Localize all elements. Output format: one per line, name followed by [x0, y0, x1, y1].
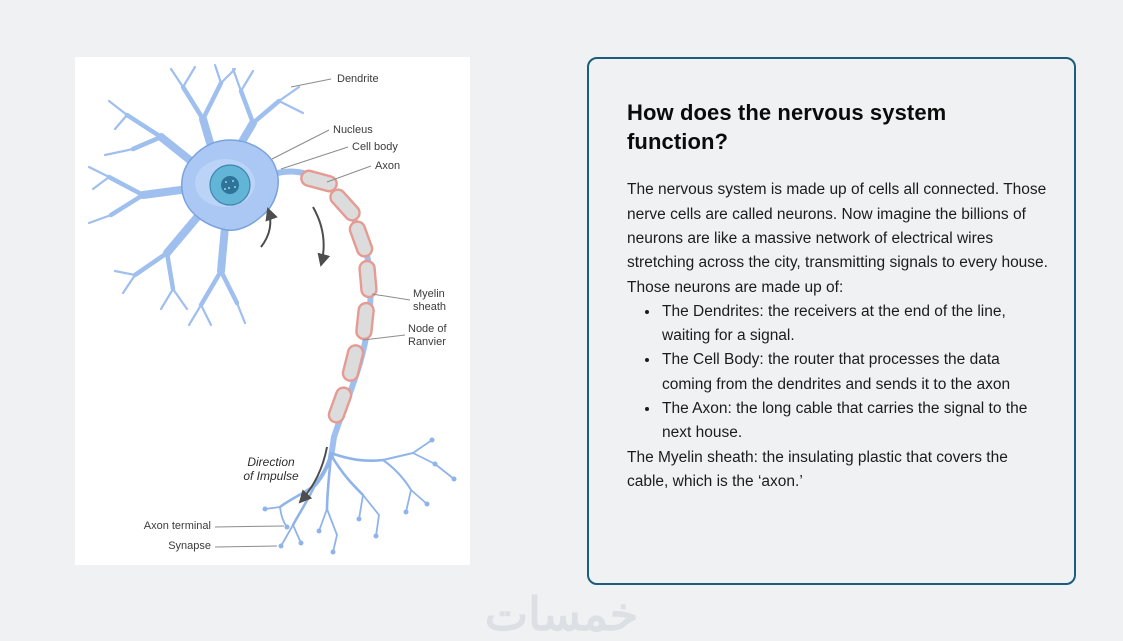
- list-item-cell-body: • The Cell Body: the router that processes the data coming from the dendrites and sends it to the axon: [660, 348, 1050, 397]
- card-outro-paragraph: The Myelin sheath: the insulating plastic that covers the cable, which is the ‘axon.’: [627, 448, 1008, 491]
- label-nucleus: Nucleus: [333, 124, 373, 136]
- label-axon: Axon: [375, 160, 401, 172]
- list-item-dendrites: • The Dendrites: the receivers at the end of the line, waiting for a signal.: [660, 300, 1050, 349]
- label-myelin-sheath: Myelin sheath: [413, 288, 447, 314]
- list-item-axon: • The Axon: the long cable that carries the signal to the next house.: [660, 397, 1050, 446]
- neuron-illustration: [75, 57, 470, 565]
- label-cell-body: Cell body: [352, 141, 398, 153]
- label-node-of-ranvier: Node of Ranvier: [408, 323, 447, 349]
- card-body: [627, 178, 1050, 494]
- label-dendrite: Dendrite: [337, 73, 379, 85]
- card-title: How does the nervous system function?: [627, 100, 947, 154]
- neuron-diagram-panel: [75, 57, 470, 565]
- info-card: [587, 57, 1076, 585]
- label-synapse: Synapse: [168, 540, 211, 552]
- neuron-parts-list: [627, 300, 1050, 446]
- nucleus-shape: [210, 165, 250, 205]
- khamsat-watermark: خمسات: [484, 588, 639, 640]
- card-intro-paragraph: The nervous system is made up of cells all connected. Those nerve cells are called neurons. Now imagine the billions of neurons are like a massive network of electrical wires stretching across the city, transmitting signals to every house. Those neurons are made up of:: [627, 181, 1048, 296]
- label-axon-terminal: Axon terminal: [143, 520, 211, 532]
- label-direction-of-impulse: Direction of Impulse: [243, 455, 299, 484]
- myelin-sheath-segments: [300, 169, 377, 424]
